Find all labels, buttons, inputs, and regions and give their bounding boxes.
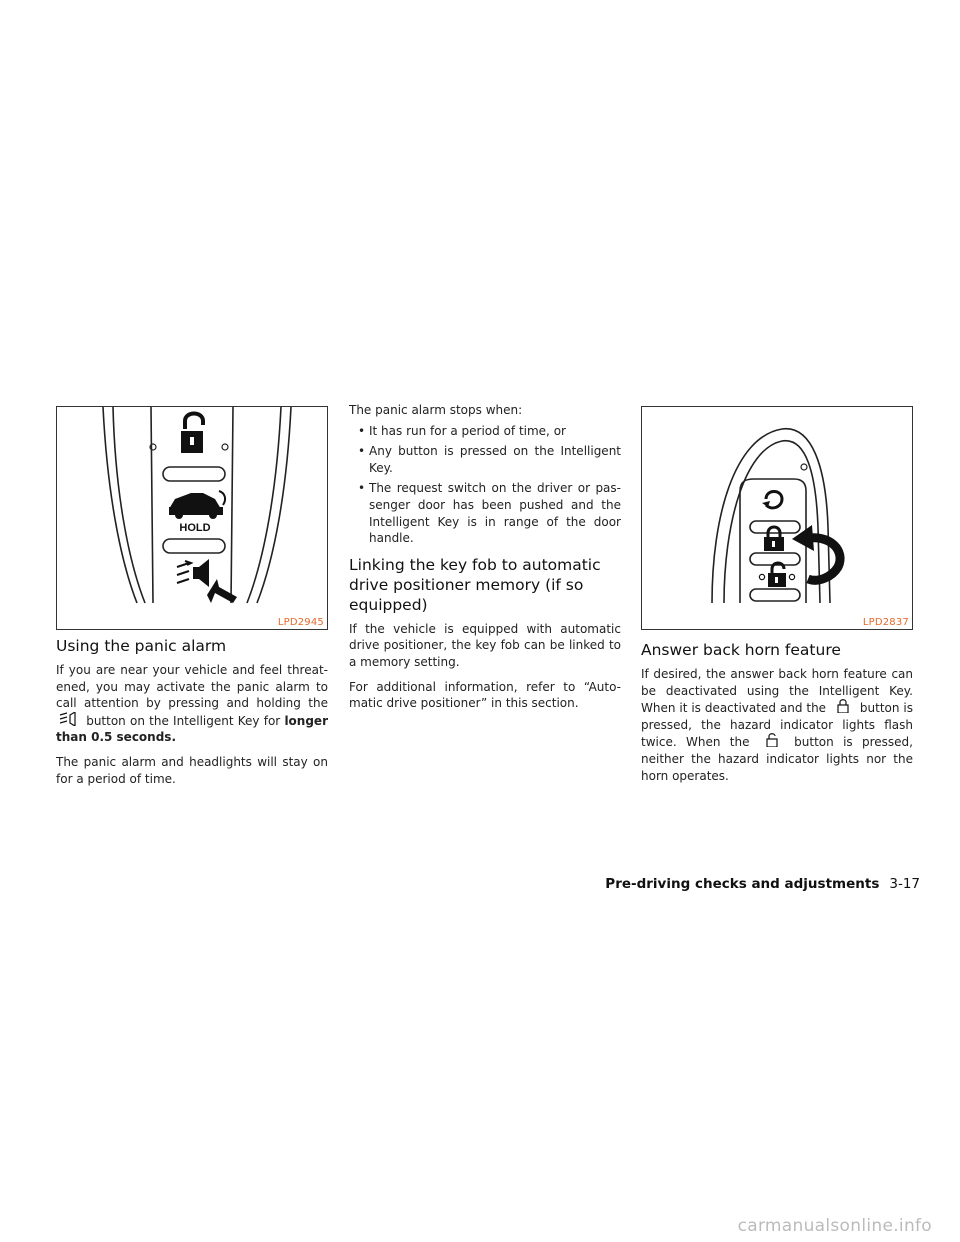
liftgate-icon <box>169 491 225 519</box>
figure-code: LPD2837 <box>862 617 909 628</box>
paragraph-linking-reference: For additional information, refer to “Auto-matic drive positioner” in this section. <box>349 679 621 711</box>
list-item: • Any button is pressed on the Intelligent Key. <box>349 443 621 476</box>
list-item: • The request switch on the driver or pas-senger door has been pushed and the Intelligent Key is in range of the door handle. <box>349 480 621 546</box>
hold-label: HOLD <box>179 522 211 534</box>
key-fob-answerback-illustration <box>642 407 912 629</box>
watermark: carmanualsonline.info <box>737 1216 932 1236</box>
press-arrow-icon <box>207 579 237 603</box>
page-footer <box>560 876 920 898</box>
lock-open-icon <box>759 563 794 587</box>
paragraph-panic-stops: The panic alarm stops when: <box>349 403 523 417</box>
footer-section-title: Pre-driving checks and adjustments <box>605 876 880 892</box>
lock-open-icon <box>181 414 203 454</box>
heading-panic-alarm: Using the panic alarm <box>56 637 227 655</box>
paragraph-answer-back: If desired, the answer back horn feature can be deactivated using the Intelligent Key. When it is deactivated and the button is pressed, the hazard indicator lights flash twice. When the button is pressed, neither the hazard indicator lights nor the horn operates. <box>641 667 913 783</box>
column-left <box>56 406 328 795</box>
remote-start-icon <box>762 492 782 508</box>
heading-linking-key-fob: Linking the key fob to automatic drive positioner memory (if so equipped) <box>349 555 601 614</box>
page-number: 3-17 <box>889 876 920 892</box>
panic-alarm-icon <box>177 559 209 587</box>
paragraph-linking-intro: If the vehicle is equipped with automatic drive positioner, the key fob can be linked to a memory setting. <box>349 621 621 669</box>
lock-closed-icon <box>832 699 854 713</box>
key-fob-panic-illustration <box>57 407 327 629</box>
figure-code: LPD2945 <box>277 617 324 628</box>
lock-open-icon <box>761 733 783 747</box>
heading-answer-back: Answer back horn feature <box>641 641 841 659</box>
column-right <box>641 406 913 792</box>
figure-key-fob-panic <box>56 406 328 630</box>
paragraph-panic-activate: If you are near your vehicle and feel threat-ened, you may activate the panic alarm to call attention by pressing and holding the button on the Intelligent Key for longer than 0.5 seconds. <box>56 663 328 745</box>
column-middle <box>349 402 621 720</box>
list-panic-stops <box>349 423 621 547</box>
paragraph-panic-duration: The panic alarm and headlights will stay on for a period of time. <box>56 754 328 786</box>
figure-key-fob-answerback <box>641 406 913 630</box>
list-item: • It has run for a period of time, or <box>349 423 621 440</box>
rotate-arrow-icon <box>792 525 840 580</box>
panic-alarm-icon <box>58 712 80 726</box>
